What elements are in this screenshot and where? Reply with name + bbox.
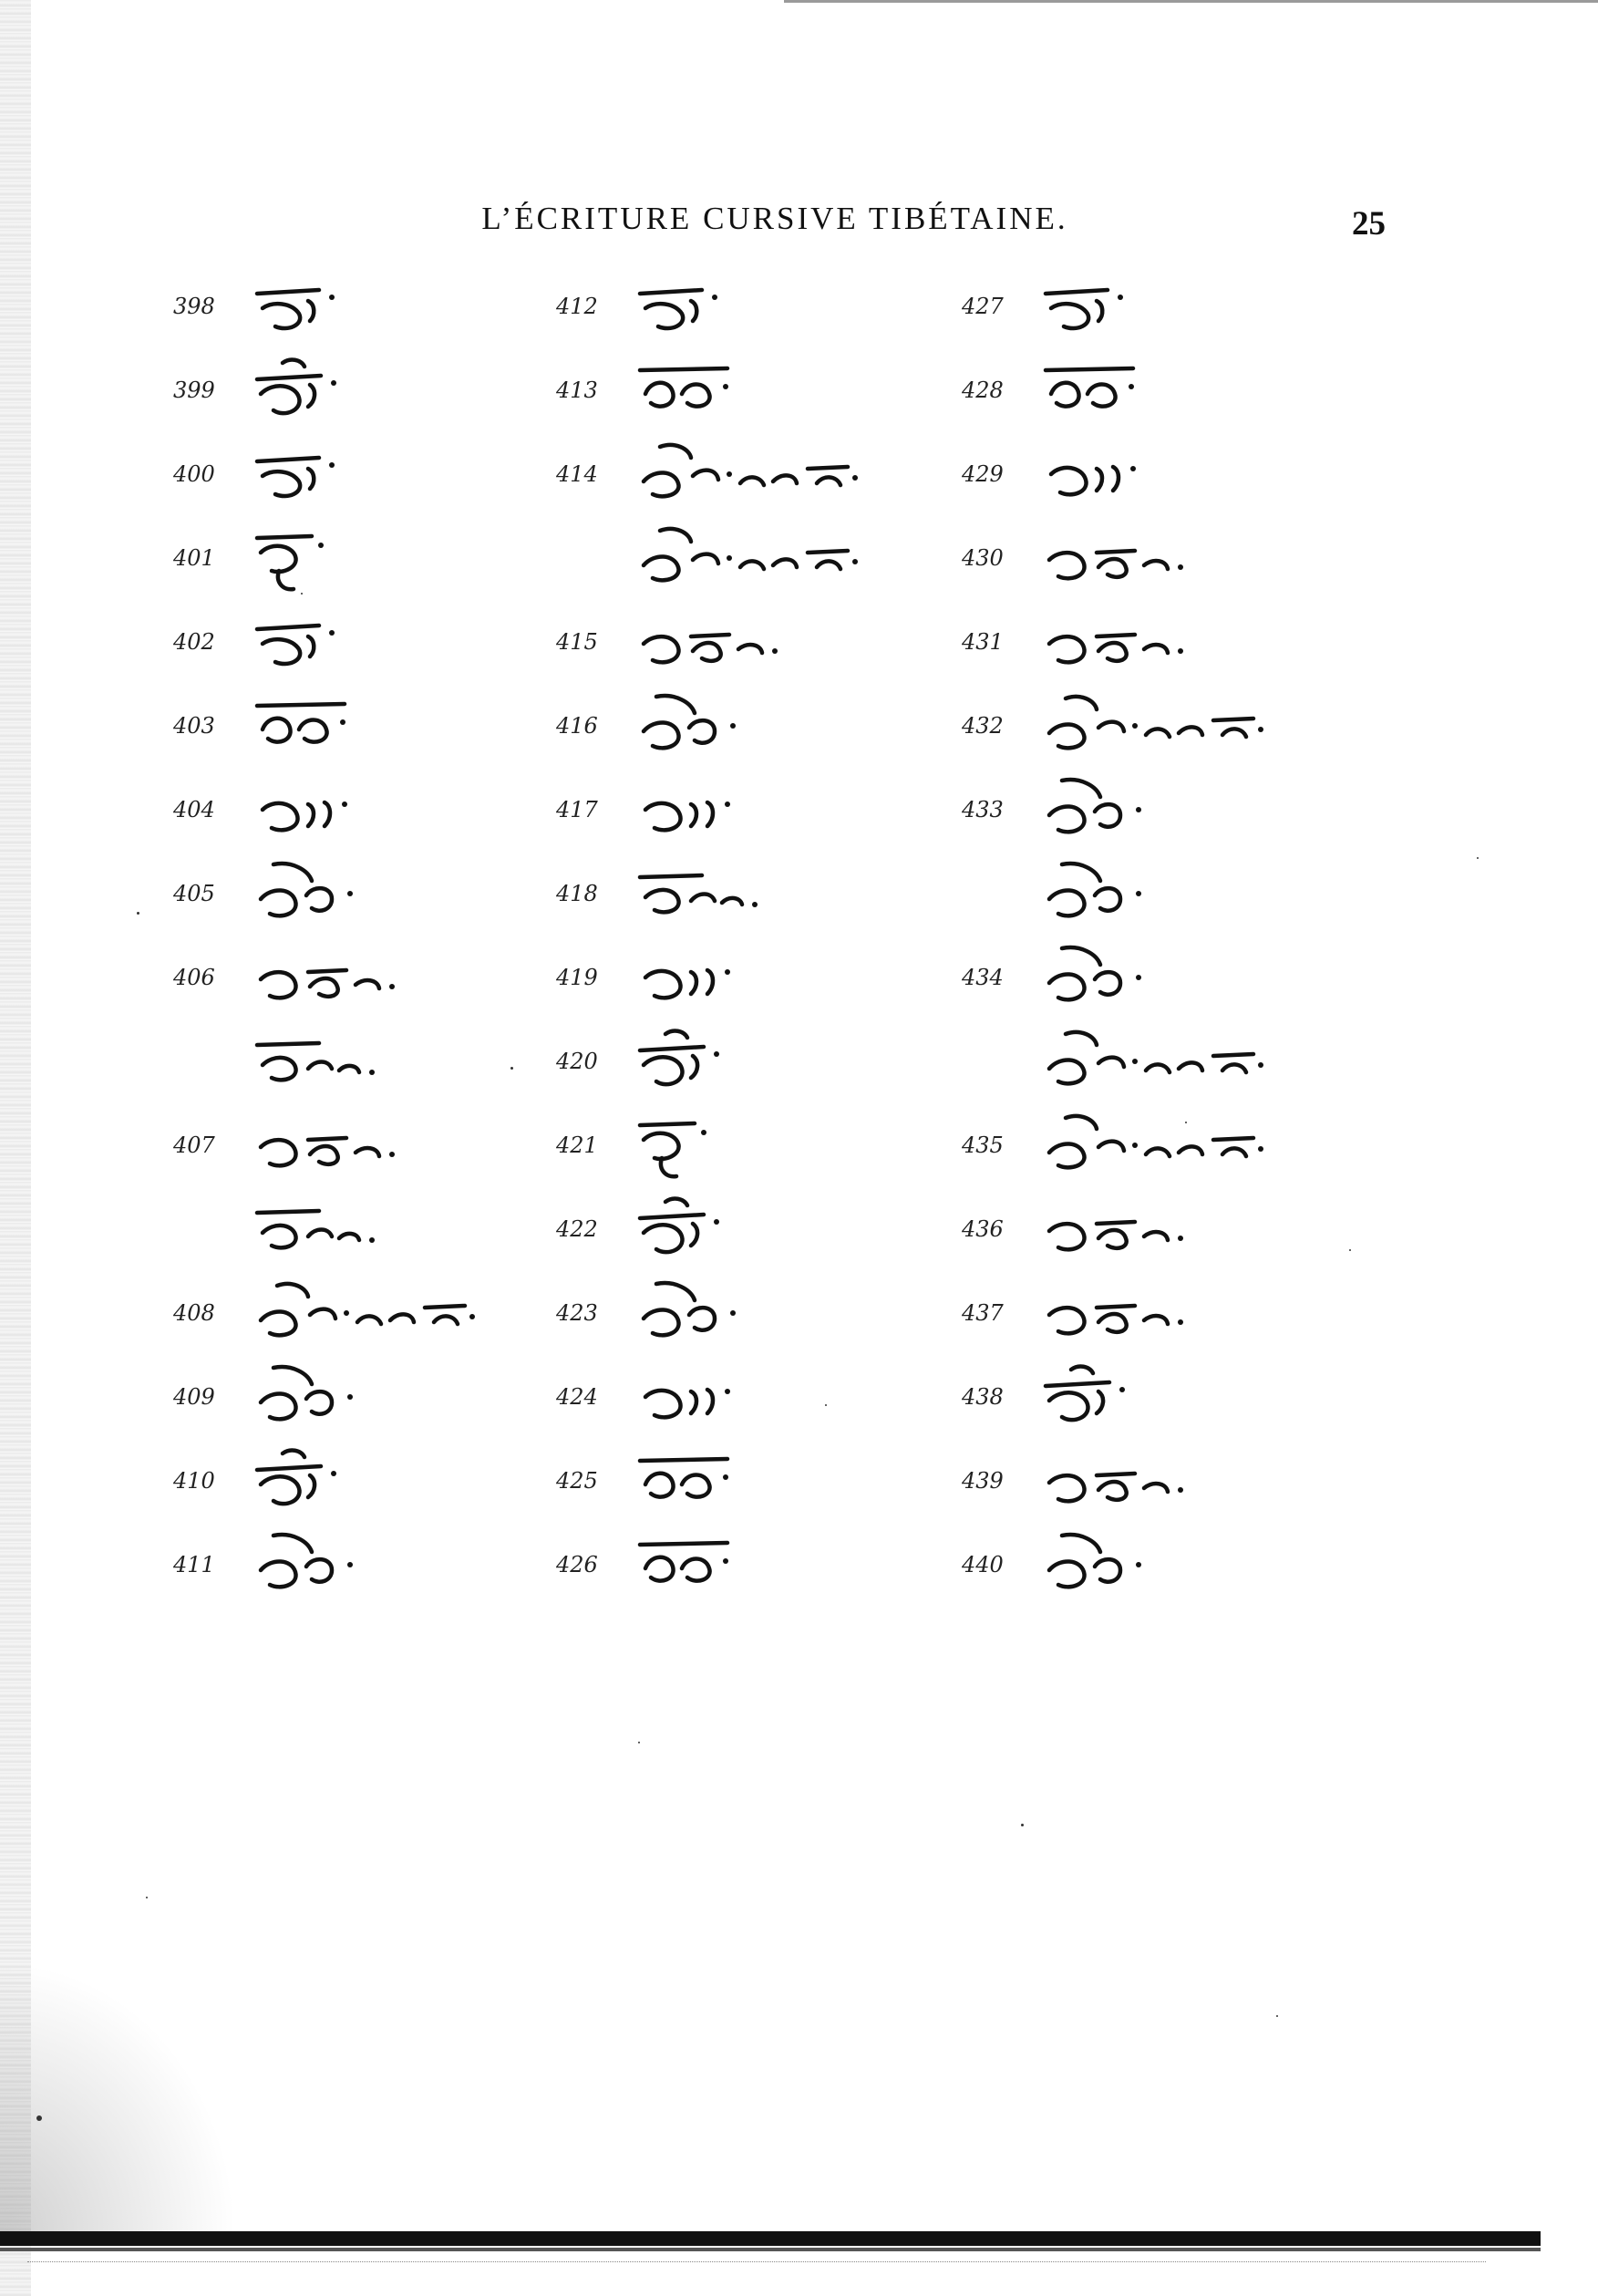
glyph-entry (962, 777, 1345, 859)
cursive-glyph-drawing (255, 1029, 383, 1101)
glyph-entry (173, 1029, 538, 1111)
entry-number: 410 (173, 1468, 215, 1494)
cursive-glyph-drawing (255, 1448, 346, 1521)
entry-number: 421 (556, 1132, 598, 1158)
bottom-scan-bar (0, 2231, 1541, 2246)
glyph-entry (173, 1196, 538, 1278)
entry-number: 435 (962, 1132, 1004, 1158)
entry-number: 403 (173, 713, 215, 739)
glyph-entry (173, 1448, 538, 1530)
entry-number: 408 (173, 1300, 215, 1326)
entry-number: 405 (173, 881, 215, 906)
cursive-glyph-drawing (1044, 1196, 1190, 1269)
glyph-entry (962, 357, 1345, 440)
cursive-glyph-drawing (255, 1280, 483, 1353)
entry-number: 411 (173, 1552, 215, 1577)
glyph-entry (556, 693, 921, 775)
glyph-entry (173, 609, 538, 691)
glyph-entry (173, 861, 538, 943)
cursive-glyph-drawing (1044, 777, 1153, 850)
cursive-glyph-drawing (1044, 861, 1153, 934)
glyph-entry (556, 777, 921, 859)
running-title: L’ÉCRITURE CURSIVE TIBÉTAINE. (481, 201, 1068, 236)
scan-speck (1276, 2015, 1278, 2017)
entry-number: 413 (556, 377, 598, 403)
cursive-glyph-drawing (1044, 945, 1153, 1018)
cursive-glyph-drawing (1044, 693, 1272, 766)
cursive-glyph-drawing (255, 441, 346, 514)
entry-number: 401 (173, 545, 215, 571)
cursive-glyph-drawing (638, 609, 784, 682)
scan-speck (1477, 857, 1479, 859)
glyph-entry (173, 693, 538, 775)
glyph-entry (962, 693, 1345, 775)
cursive-glyph-drawing (255, 274, 346, 346)
entry-number: 431 (962, 629, 1004, 655)
cursive-glyph-drawing (638, 525, 866, 598)
scan-speck (825, 1404, 827, 1406)
cursive-glyph-drawing (1044, 1532, 1153, 1605)
glyph-entry (962, 1196, 1345, 1278)
glyph-entry (556, 609, 921, 691)
cursive-glyph-drawing (255, 525, 337, 598)
entry-number: 414 (556, 461, 598, 487)
cursive-glyph-drawing (255, 1532, 365, 1605)
entry-number: 409 (173, 1384, 215, 1410)
entry-number: 439 (962, 1468, 1004, 1494)
cursive-glyph-drawing (638, 1196, 729, 1269)
glyph-entry (962, 609, 1345, 691)
cursive-glyph-drawing (255, 1112, 401, 1185)
glyph-entry (173, 1532, 538, 1614)
cursive-glyph-drawing (1044, 609, 1190, 682)
cursive-glyph-drawing (638, 1029, 729, 1101)
glyph-entry (962, 945, 1345, 1027)
glyph-entry (556, 1280, 921, 1362)
cursive-glyph-drawing (1044, 1364, 1135, 1437)
page-number: 25 (1352, 205, 1386, 243)
entry-number: 399 (173, 377, 215, 403)
entry-number: 432 (962, 713, 1004, 739)
entry-number: 440 (962, 1552, 1004, 1577)
entry-number: 433 (962, 797, 1004, 822)
glyph-entry (556, 1112, 921, 1195)
entry-number: 423 (556, 1300, 598, 1326)
entry-number: 420 (556, 1049, 598, 1074)
glyph-entry (556, 274, 921, 356)
scan-smudge (0, 1960, 237, 2234)
entry-number: 430 (962, 545, 1004, 571)
cursive-glyph-drawing (638, 1364, 738, 1437)
scan-speck (36, 2115, 42, 2121)
glyph-entry (556, 1364, 921, 1446)
glyph-entry (962, 1448, 1345, 1530)
scan-speck (137, 912, 139, 915)
cursive-glyph-drawing (638, 357, 738, 430)
entry-number: 427 (962, 294, 1004, 319)
cursive-glyph-drawing (638, 945, 738, 1018)
entry-number: 400 (173, 461, 215, 487)
entry-number: 436 (962, 1216, 1004, 1242)
cursive-glyph-drawing (638, 274, 729, 346)
top-edge-rule (784, 0, 1598, 3)
scan-speck (1021, 1824, 1024, 1826)
glyph-entry (556, 525, 921, 607)
glyph-entry (556, 1532, 921, 1614)
glyph-entry (173, 525, 538, 607)
cursive-glyph-drawing (255, 357, 346, 430)
entry-number: 437 (962, 1300, 1004, 1326)
entry-number: 418 (556, 881, 598, 906)
glyph-entry (556, 1196, 921, 1278)
entry-number: 402 (173, 629, 215, 655)
entry-number: 416 (556, 713, 598, 739)
glyph-entry (962, 1532, 1345, 1614)
entry-number: 415 (556, 629, 598, 655)
entry-number: 419 (556, 965, 598, 990)
entry-number: 428 (962, 377, 1004, 403)
entry-number: 407 (173, 1132, 215, 1158)
glyph-entry (173, 441, 538, 523)
scan-speck (301, 593, 303, 595)
glyph-entry (173, 777, 538, 859)
entry-number: 406 (173, 965, 215, 990)
glyph-entry (962, 274, 1345, 356)
cursive-glyph-drawing (638, 861, 766, 934)
cursive-glyph-drawing (1044, 441, 1144, 514)
entry-number: 424 (556, 1384, 598, 1410)
glyph-entry (962, 1112, 1345, 1195)
cursive-glyph-drawing (255, 1364, 365, 1437)
footer-ruler (27, 2261, 1486, 2290)
glyph-entry (962, 1364, 1345, 1446)
cursive-glyph-drawing (1044, 357, 1144, 430)
cursive-glyph-drawing (255, 1196, 383, 1269)
entry-number: 426 (556, 1552, 598, 1577)
cursive-glyph-drawing (255, 609, 346, 682)
glyph-entry (962, 1029, 1345, 1111)
bottom-scan-line (0, 2248, 1541, 2251)
cursive-glyph-drawing (255, 945, 401, 1018)
glyph-entry (962, 525, 1345, 607)
entry-number: 412 (556, 294, 598, 319)
glyph-entry (556, 945, 921, 1027)
glyph-entry (556, 441, 921, 523)
glyph-entry (173, 1112, 538, 1195)
entry-number: 438 (962, 1384, 1004, 1410)
cursive-glyph-drawing (1044, 1112, 1272, 1185)
cursive-glyph-drawing (638, 777, 738, 850)
entry-number: 425 (556, 1468, 598, 1494)
scan-speck (510, 1067, 513, 1070)
cursive-glyph-drawing (1044, 525, 1190, 598)
entry-number: 434 (962, 965, 1004, 990)
scan-speck (146, 1897, 148, 1898)
glyph-entry (173, 1364, 538, 1446)
cursive-glyph-drawing (638, 1112, 720, 1185)
cursive-glyph-drawing (255, 861, 365, 934)
glyph-entry (173, 1280, 538, 1362)
glyph-entry (173, 274, 538, 356)
cursive-glyph-drawing (638, 1448, 738, 1521)
entry-number: 429 (962, 461, 1004, 487)
cursive-glyph-drawing (1044, 1448, 1190, 1521)
cursive-glyph-drawing (638, 693, 747, 766)
cursive-glyph-drawing (638, 1280, 747, 1353)
glyph-entry (173, 945, 538, 1027)
glyph-entry (556, 861, 921, 943)
glyph-entry (173, 357, 538, 440)
scan-speck (638, 1742, 640, 1743)
scan-speck (1185, 1122, 1187, 1123)
entry-number: 422 (556, 1216, 598, 1242)
entry-number: 404 (173, 797, 215, 822)
cursive-glyph-drawing (638, 1532, 738, 1605)
scan-speck (1349, 1249, 1351, 1251)
glyph-entry (556, 357, 921, 440)
glyph-entry (962, 1280, 1345, 1362)
cursive-glyph-drawing (255, 777, 356, 850)
glyph-entry (962, 441, 1345, 523)
binding-shadow (0, 0, 31, 2296)
glyph-entry (962, 861, 1345, 943)
glyph-entry (556, 1029, 921, 1111)
cursive-glyph-drawing (638, 441, 866, 514)
cursive-glyph-drawing (255, 693, 356, 766)
cursive-glyph-drawing (1044, 1280, 1190, 1353)
entry-number: 398 (173, 294, 215, 319)
glyph-entry (556, 1448, 921, 1530)
cursive-glyph-drawing (1044, 274, 1135, 346)
cursive-glyph-drawing (1044, 1029, 1272, 1101)
entry-number: 417 (556, 797, 598, 822)
